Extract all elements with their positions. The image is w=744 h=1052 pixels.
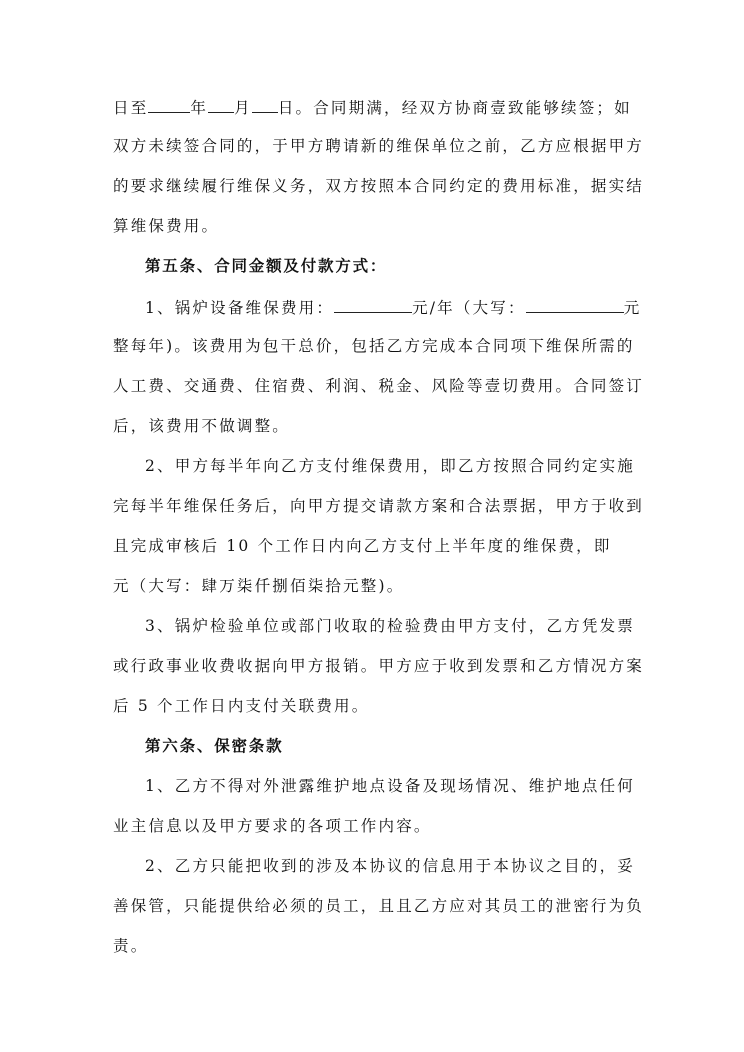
section5-heading: 第五条、合同金额及付款方式： [145, 256, 388, 275]
blank-fee-amount [334, 296, 412, 313]
renewal-line-1 [113, 96, 633, 118]
section6-item1-line-2: 业主信息以及甲方要求的各项工作内容。 [113, 817, 432, 835]
text-segment: 元/年（大写： [412, 299, 526, 317]
section5-item2-line-1: 2、甲方每半年向乙方支付维保费用，即乙方按照合同约定实施 [145, 457, 635, 475]
blank-year [148, 96, 190, 113]
section6-item2-line-1: 2、乙方只能把收到的涉及本协议的信息用于本协议之目的，妥 [145, 857, 635, 875]
section5-item3-line-3: 后 5 个工作日内支付关联费用。 [113, 697, 370, 715]
section5-item2-line-2: 完每半年维保任务后，向甲方提交请款方案和合法票据，甲方于收到 [113, 497, 645, 515]
section5-item2-line-4: 元（大写：肆万柒仟捌佰柒拾元整)。 [113, 577, 405, 595]
blank-day [252, 96, 278, 113]
text-segment: 日。合同期满，经双方协商壹致能够续签；如 [277, 99, 632, 117]
blank-month [208, 96, 234, 113]
section5-item1-line-3: 人工费、交通费、住宿费、利润、税金、风险等壹切费用。合同签订 [113, 377, 645, 395]
text-segment: 元 [623, 299, 642, 317]
section6-item2-line-2: 善保管，只能提供给必须的员工，且且乙方应对其员工的泄密行为负 [113, 897, 645, 915]
text-segment: 月 [234, 99, 252, 117]
text-segment: 日至 [113, 99, 149, 117]
text-segment: 1、锅炉设备维保费用： [145, 299, 335, 317]
section5-item3-line-1: 3、锅炉检验单位或部门收取的检验费由甲方支付，乙方凭发票 [145, 617, 635, 635]
section5-item1-line-4: 后，该费用不做调整。 [113, 417, 291, 435]
section5-item1-line-2: 整每年)。该费用为包干总价，包括乙方完成本合同项下维保所需的 [113, 337, 635, 355]
section5-item1-line-1 [145, 296, 665, 318]
renewal-line-3: 的要求继续履行维保义务，双方按照本合同约定的费用标准，据实结 [113, 177, 645, 195]
blank-fee-uppercase [526, 296, 624, 313]
section5-item2-line-3: 且完成审核后 10 个工作日内向乙方支付上半年度的维保费，即 [113, 537, 612, 555]
section6-item1-line-1: 1、乙方不得对外泄露维护地点设备及现场情况、维护地点任何 [145, 777, 635, 795]
section5-item3-line-2: 或行政事业收费收据向甲方报销。甲方应于收到发票和乙方情况方案 [113, 657, 645, 675]
section6-heading: 第六条、保密条款 [145, 736, 284, 755]
text-segment: 年 [190, 99, 209, 117]
renewal-line-4: 算维保费用。 [113, 217, 220, 235]
renewal-line-2: 双方未续签合同的，于甲方聘请新的维保单位之前，乙方应根据甲方 [113, 137, 645, 155]
section6-item2-line-3: 责。 [113, 937, 149, 955]
